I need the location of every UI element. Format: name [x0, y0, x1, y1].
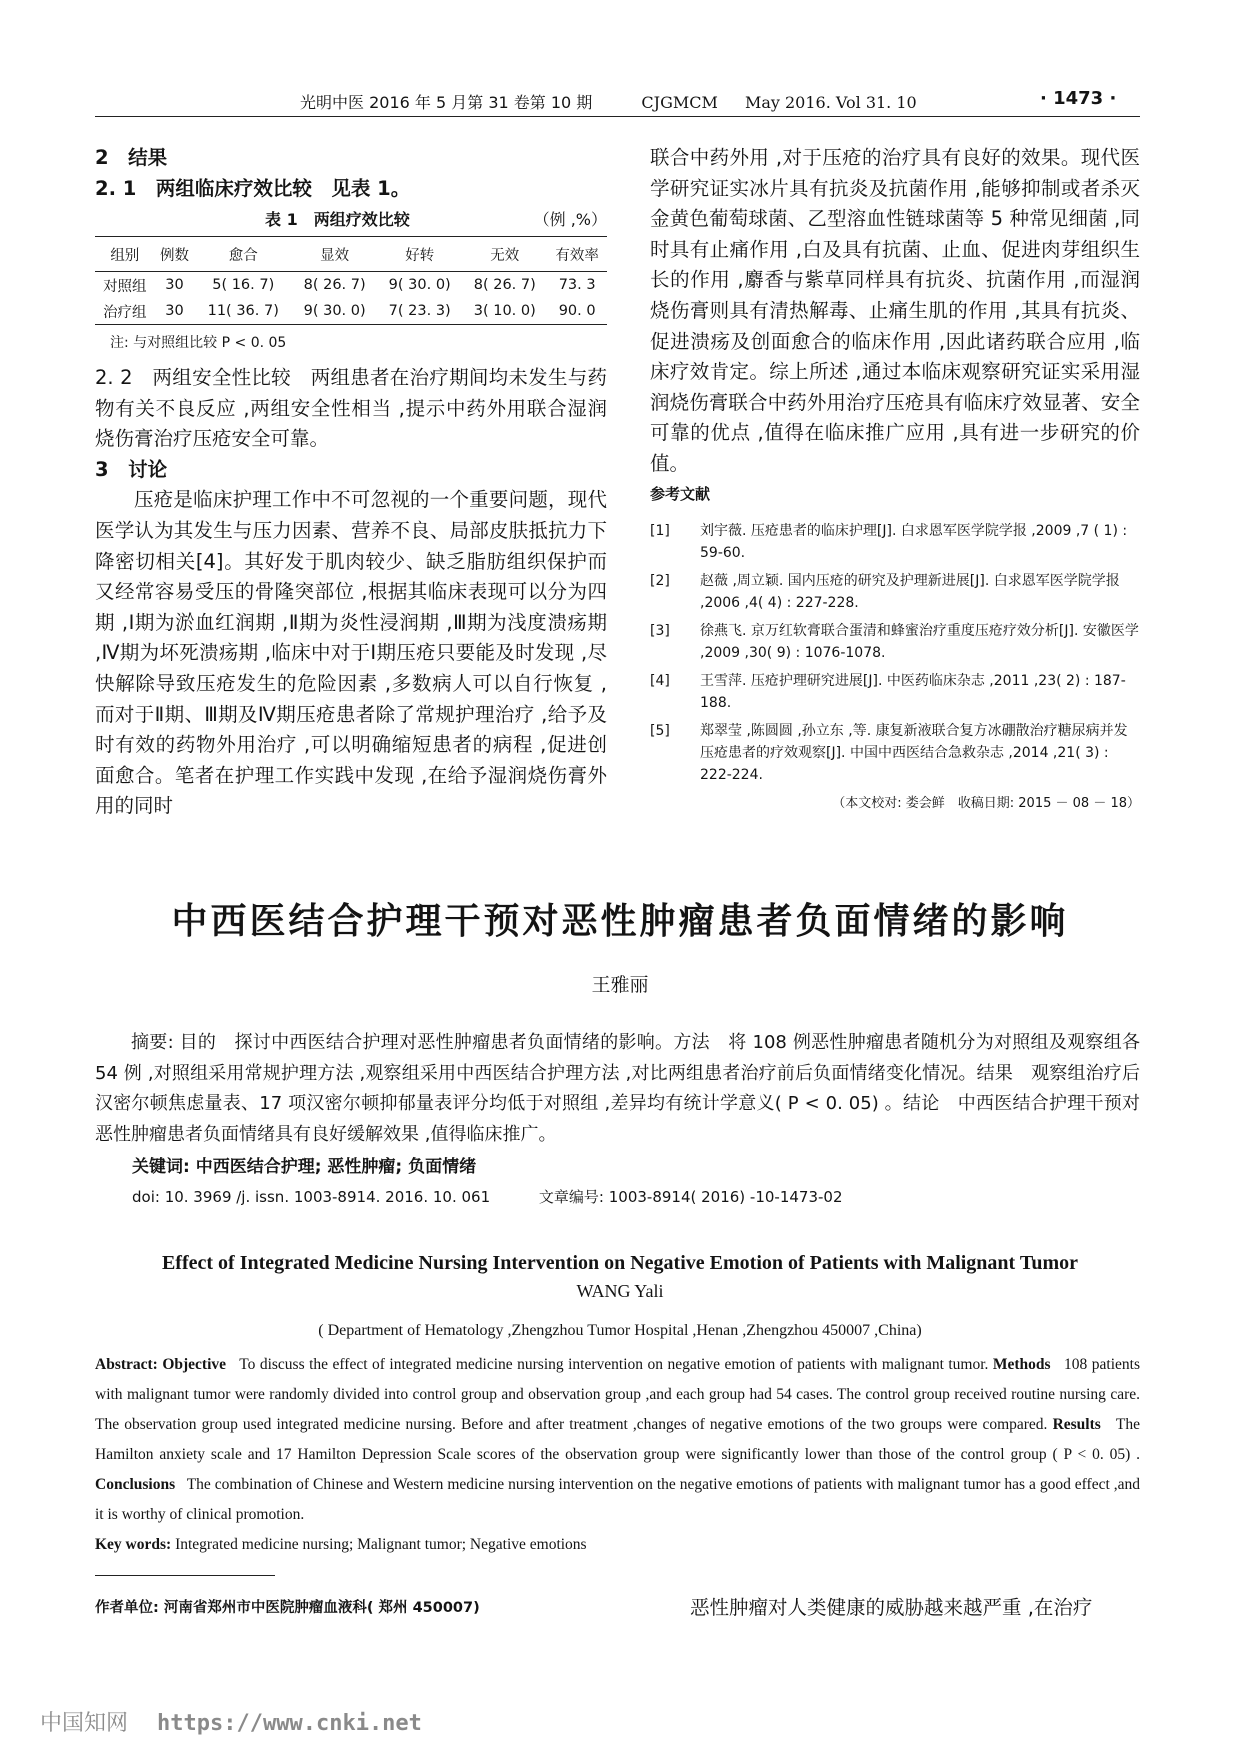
abstract-objective-label: Abstract: Objective	[95, 1356, 227, 1373]
left-column-body	[95, 363, 607, 822]
table-row	[95, 298, 607, 325]
title-en: Effect of Integrated Medicine Nursing Intervention on Negative Emotion of Patients with Malignant Tumor	[161, 1252, 1079, 1274]
article-number: 文章编号: 1003-8914( 2016) -10-1473-02	[538, 1188, 843, 1206]
journal-cn: 光明中医 2016 年 5 月第 31 卷第 10 期	[300, 93, 593, 112]
section-2-1-title: 2. 1 两组临床疗效比较 见表 1。	[95, 176, 411, 200]
reference-number: [2]	[650, 573, 670, 589]
table-header-row	[95, 237, 607, 272]
table-header-cell: 有效率	[547, 237, 607, 272]
abstract-en	[95, 1350, 1140, 1560]
issue-en: May 2016. Vol 31. 10	[744, 93, 917, 112]
table-cell: 9( 30. 0)	[292, 298, 377, 325]
table-1-note: 注: 与对照组比较 P < 0. 05	[110, 335, 287, 351]
abstract-methods: 108 patients with malignant tumor were randomly divided into control group and observation group ,and each group had 54 cases. The control group received routine nursing care. The observation group used integrated medicine nursing. Before and after treatment ,changes of negative emotions of the two groups were compared.	[95, 1356, 1140, 1433]
reference-text: 赵薇 ,周立颖. 国内压疮的研究及护理新进展[J]. 白求恩军医学院学报 ,2006 ,4( 4) : 227-228.	[700, 573, 1120, 611]
table-1-caption-text: 表 1 两组疗效比较	[265, 210, 410, 229]
abstract-results: The Hamilton anxiety scale and 17 Hamilton Depression Scale scores of the observation group were significantly lower than those of the control group ( P < 0. 05) .	[95, 1416, 1140, 1463]
section-2-2-paragraph: 2. 2 两组安全性比较 两组患者在治疗期间均未发生与药物有关不良反应 ,两组安全性相当 ,提示中药外用联合湿润烧伤膏治疗压疮安全可靠。	[95, 366, 607, 451]
reference-number: [4]	[650, 673, 670, 689]
journal-en: CJGMCM	[641, 93, 718, 112]
abstract-objective: To discuss the effect of integrated medicine nursing intervention on negative emotion of patients with malignant tumor.	[239, 1356, 989, 1373]
doi-line	[132, 1186, 843, 1207]
table-cell: 11( 36. 7)	[194, 298, 292, 325]
table-1-unit: （例 ,%）	[533, 210, 607, 229]
reference-item	[650, 520, 1140, 564]
header-rule	[95, 116, 1140, 117]
table-cell: 90. 0	[547, 298, 607, 325]
reference-number: [5]	[650, 723, 670, 739]
doi: doi: 10. 3969 /j. issn. 1003-8914. 2016. 10. 061	[132, 1188, 491, 1206]
table-cell: 对照组	[103, 278, 147, 295]
table-cell: 9( 30. 0)	[388, 277, 451, 293]
table-header-cell: 例数	[155, 237, 195, 272]
table-cell: 5( 16. 7)	[212, 277, 275, 293]
table-cell: 30	[155, 298, 195, 325]
reference-text: 徐燕飞. 京万红软膏联合蛋清和蜂蜜治疗重度压疮疗效分析[J]. 安徽医学 ,2009 ,30( 9) : 1076-1078.	[700, 623, 1139, 661]
reference-text: 郑翠莹 ,陈圆圆 ,孙立东 ,等. 康复新液联合复方冰硼散治疗糖尿病并发压疮患者的疗效观察[J]. 中国中西医结合急救杂志 ,2014 ,21( 3) : 222-224.	[700, 723, 1128, 783]
abstract-methods-label: Methods	[992, 1356, 1051, 1373]
reference-text: 刘宇薇. 压疮患者的临床护理[J]. 白求恩军医学院学报 ,2009 ,7 ( 1) : 59-60.	[700, 523, 1128, 561]
table-header-cell: 愈合	[194, 237, 292, 272]
table-1	[95, 236, 607, 325]
reference-item	[650, 570, 1140, 614]
cnki-name: 中国知网	[40, 1711, 129, 1736]
table-cell: 30	[165, 277, 184, 293]
table-cell: 7( 23. 3)	[377, 298, 462, 325]
cnki-url: https://www.cnki.net	[157, 1711, 422, 1736]
footnote-rule	[95, 1575, 275, 1576]
table-cell: 3( 10. 0)	[462, 298, 547, 325]
table-cell: 73. 3	[558, 277, 596, 293]
left-column	[95, 143, 607, 204]
abstract-results-label: Results	[1052, 1416, 1101, 1433]
table-cell: 8( 26. 7)	[303, 277, 366, 293]
reference-number: [1]	[650, 523, 670, 539]
table-row	[95, 272, 607, 299]
reference-number: [3]	[650, 623, 670, 639]
keywords-en-label: Key words:	[95, 1536, 172, 1553]
table-header-cell: 无效	[462, 237, 547, 272]
references-title: 参考文献	[650, 484, 711, 503]
page-number: · 1473 ·	[1040, 88, 1117, 109]
cnki-watermark	[40, 1706, 422, 1737]
running-header	[300, 90, 1060, 113]
editor-note: （本文校对: 娄会鲜 收稿日期: 2015 － 08 － 18）	[832, 796, 1140, 811]
intro-paragraph-start: 恶性肿瘤对人类健康的威胁越来越严重 ,在治疗	[690, 1596, 1093, 1619]
reference-item	[650, 720, 1140, 786]
author-en: WANG Yali	[576, 1281, 664, 1301]
reference-item	[650, 670, 1140, 714]
table-header-cell: 组别	[95, 237, 155, 272]
right-continuation: 联合中药外用 ,对于压疮的治疗具有良好的效果。现代医学研究证实冰片具有抗炎及抗菌作用 ,能够抑制或者杀灭金黄色葡萄球菌、乙型溶血性链球菌等 5 种常见细菌 ,同时具有止痛作用 ,白及具有抗菌、止血、促进肉芽组织生长的作用 ,麝香与紫草同样具有抗炎、抗菌作用 ,而湿润烧伤膏则具有清热解毒、止痛生肌的作用 ,其具有抗炎、促进溃疡及创面愈合的临床作用 ,因此诸药联合应用 ,临床疗效肯定。综上所述 ,通过本临床观察研究证实采用湿润烧伤膏联合中药外用治疗压疮具有临床疗效显著、安全可靠的优点 ,值得在临床推广应用 ,具有进一步研究的价值。	[650, 146, 1140, 475]
table-header-cell: 显效	[292, 237, 377, 272]
article-author: 王雅丽	[591, 974, 649, 996]
section-3-title: 3 讨论	[95, 457, 168, 481]
references-list	[650, 520, 1140, 811]
section-2-title: 2 结果	[95, 146, 168, 169]
abstract-conclusions-label: Conclusions	[95, 1476, 176, 1493]
discussion-paragraph: 压疮是临床护理工作中不可忽视的一个重要问题，现代医学认为其发生与压力因素、营养不良、局部皮肤抵抗力下降密切相关[4]。其好发于肌肉较少、缺乏脂肪组织保护而又经常容易受压的骨隆突部位 ,根据其临床表现可以分为四期 ,Ⅰ期为淤血红润期 ,Ⅱ期为炎性浸润期 ,Ⅲ期为浅度溃疡期 ,Ⅳ期为坏死溃疡期 ,临床中对于Ⅰ期压疮只要能及时发现 ,尽快解除导致压疮发生的危险因素 ,多数病人可以自行恢复 ,而对于Ⅱ期、Ⅲ期及Ⅳ期压疮患者除了常规护理治疗 ,给予及时有效的药物外用治疗 ,可以明确缩短患者的病程 ,促进创面愈合。笔者在护理工作实践中发现 ,在给予湿润烧伤膏外用的同时	[95, 488, 607, 818]
reference-text: 王雪萍. 压疮护理研究进展[J]. 中医药临床杂志 ,2011 ,23( 2) : 187-188.	[700, 673, 1126, 711]
abstract-cn: 摘要: 目的 探讨中西医结合护理对恶性肿瘤患者负面情绪的影响。方法 将 108 例恶性肿瘤患者随机分为对照组及观察组各 54 例 ,对照组采用常规护理方法 ,观察组采用中西医结合护理方法 ,对比两组患者治疗前后负面情绪变化情况。结果 观察组治疗后汉密尔顿焦虑量表、17 项汉密尔顿抑郁量表评分均低于对照组 ,差异均有统计学意义( P < 0. 05) 。结论 中西医结合护理干预对恶性肿瘤患者负面情绪具有良好缓解效果 ,值得临床推广。	[95, 1032, 1140, 1145]
author-affiliation-cn: 作者单位: 河南省郑州市中医院肿瘤血液科( 郑州 450007)	[95, 1600, 480, 1616]
article-title: 中西医结合护理干预对恶性肿瘤患者负面情绪的影响	[171, 901, 1069, 942]
keywords-cn: 关键词: 中西医结合护理; 恶性肿瘤; 负面情绪	[132, 1157, 477, 1177]
affiliation-en: ( Department of Hematology ,Zhengzhou Tumor Hospital ,Henan ,Zhengzhou 450007 ,China)	[318, 1322, 922, 1339]
table-cell: 治疗组	[95, 298, 155, 325]
table-header-cell: 好转	[377, 237, 462, 272]
table-cell: 8( 26. 7)	[473, 277, 536, 293]
keywords-en: Integrated medicine nursing; Malignant tumor; Negative emotions	[175, 1536, 587, 1553]
reference-item	[650, 620, 1140, 664]
right-column	[650, 143, 1140, 506]
abstract-conclusions: The combination of Chinese and Western medicine nursing intervention on the negative emotions of patients with malignant tumor has a good effect ,and it is worthy of clinical promotion.	[95, 1476, 1140, 1523]
